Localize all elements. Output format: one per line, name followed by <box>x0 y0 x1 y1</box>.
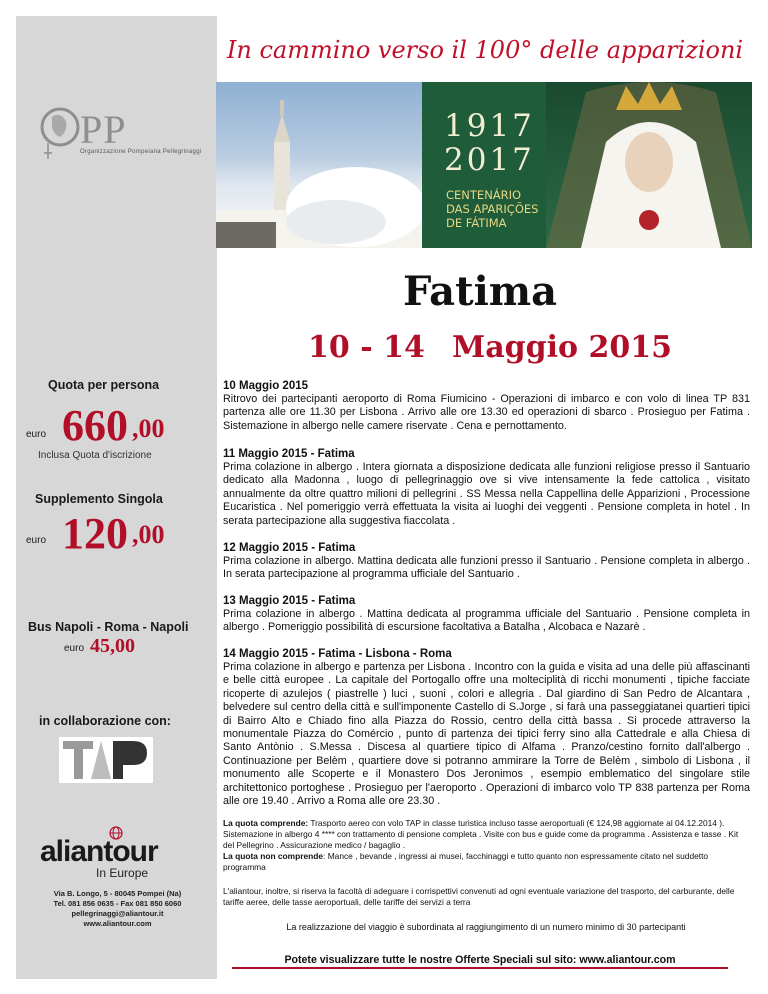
page-title: Fatima <box>402 268 558 315</box>
website-underline <box>232 967 728 969</box>
day-text: Ritrovo dei partecipanti aeroporto di Roma Fiumicino - Operazioni di imbarco e con volo di linea TP 831 partenza alle ore 11.30 per Lisbona . Arrivo alle ore 13.30 ed operazioni di sbarco . Prosieguo per Fatima . Sistemazione in albergo nelle camere riservate . Cena e pernottamento. <box>223 393 750 432</box>
day-title: 12 Maggio 2015 - Fatima <box>223 542 356 554</box>
includes-label: La quota comprende: <box>223 818 309 828</box>
centenary-line-1: CENTENÁRIO <box>446 188 522 202</box>
centenary-line-2: DAS APARIÇÕES <box>446 202 539 216</box>
day-text: Prima colazione in albergo. Mattina dedicata alle funzioni presso il Santuario . Pensione completa in albergo . In serata partecipazione al programma ufficiale del Santuario . <box>223 555 750 581</box>
day-text: Prima colazione in albergo . Mattina dedicata al programma ufficiale del Santuario . Pensione completa in albergo . Pomeriggio possibilità di escursione facoltativa a Batalha , Alcobaca e Nazarè . <box>223 608 750 634</box>
quota-price-cents: ,00 <box>132 414 165 443</box>
bus-label: Bus Napoli - Roma - Napoli <box>28 620 189 634</box>
madonna-photo <box>546 82 752 248</box>
logo-subtitle: Organizzazione Pompeiana Pellegrinaggi <box>80 149 202 155</box>
minimum-participants: La realizzazione del viaggio è subordinata al raggiungimento di un numero minimo di 30 partecipanti <box>286 922 686 932</box>
includes-text: Trasporto aereo con volo TAP in classe turistica incluso tasse aeroportuali (€ 124,98 aggiornate al 04.12.2014 ). Sistemazione in albergo 4 **** con trattamento di pensione completa . Visite con bus e guide come da programma . Assistenza e tasse . Kit del Pellegrino . Assicurazione medico / bagaglio . <box>223 818 739 850</box>
day-title: 11 Maggio 2015 - Fatima <box>223 448 355 460</box>
date-month-year: Maggio 2015 <box>452 330 672 365</box>
excludes-label: La quota non comprende <box>223 851 324 861</box>
aliantour-logo: aliantour <box>40 835 158 868</box>
single-price-cents: ,00 <box>132 520 165 549</box>
quota-label: Quota per persona <box>48 378 160 392</box>
agency-address <box>20 889 215 929</box>
collab-label: in collaborazione con: <box>39 714 171 728</box>
excludes-text: : Mance , bevande , ingressi ai musei, facchinaggi e tutto quanto non espressamente citato nel suddetto programma <box>223 851 709 872</box>
single-supplement-label: Supplemento Singola <box>35 492 163 506</box>
centenary-year-2017: 2017 <box>444 142 535 178</box>
quota-price-main: 660 <box>62 401 128 450</box>
quota-note: Inclusa Quota d'iscrizione <box>38 450 152 461</box>
tap-logo-icon <box>59 737 153 783</box>
reserve-text: L'aliantour, inoltre, si riserva la facoltà di adeguare i corrispettivi convenuti ad ogni eventuale variazione del trasporto, del carburante, delle tariffe aeree, delle tasse aeroportuali, delle tariffe dei servizi a terra <box>223 886 735 907</box>
centenary-year-1917: 1917 <box>444 108 535 144</box>
day-text: Prima colazione in albergo e partenza per Lisbona . Incontro con la guida e visita ad una delle più affascinanti e belle città europee . La capitale del Portogallo offre una molteciplità di ricchi monumenti , tipiche facciate ricoperte di azulejos ( piastrelle ) luci , suoni , colori e allegria . Dal giardino di San Pedro de Alcantara , belvedere sul centro della città e sull'imponente Castello di S.Jorge , si farà una passeggiatanei quartieri tipici di Bairro Alto e Chiado fino alla Piazza do Rossio, centro della città bassa . Si procede attraverso la monumentale Piazza do Comércio , punto di partenza dei tipici ferry sino alla Cattedrale e alla Chiesa di Santo Antònio . S.Messa . Discesa al quartiere tipico di Alfama . Pranzo/cestino fornito dall'albergo . Continuazione per Belèm , quartiere dove si potranno ammirare la Torre de Belèm , simbolo di Lisbona , il monumento alle Scoperte e il Monastero Dos Jeronimos , esempio emblematico del singolare stile architettonico portoghese . Prosieguo per l'aeroporto . Operazioni di imbarco volo TP 838 partenza per Roma alle ore 19.40 . Arrivo a Roma alle ore 23.30 . <box>223 661 750 808</box>
opp-logo-icon <box>38 105 80 163</box>
phone-line: Tel. 081 856 0635 - Fax 081 850 6060 <box>53 899 182 908</box>
website-callout[interactable]: Potete visualizzare tutte le nostre Offerte Speciali sul sito: www.aliantour.com <box>284 954 676 966</box>
sanctuary-photo <box>216 82 422 248</box>
quota-currency: euro <box>26 429 47 440</box>
date-days: 10 - 14 <box>308 330 425 365</box>
bus-currency: euro <box>64 643 85 654</box>
single-currency: euro <box>26 535 47 546</box>
bus-price: 45,00 <box>90 635 135 657</box>
headline: In cammino verso il 100° delle apparizioni <box>226 36 744 64</box>
day-title: 10 Maggio 2015 <box>223 380 309 392</box>
address-line: Via B. Longo, 5 - 80045 Pompei (Na) <box>53 889 182 898</box>
single-price-main: 120 <box>62 509 128 558</box>
logo-letters: PP <box>80 107 127 152</box>
website-line[interactable]: www.aliantour.com <box>83 919 152 928</box>
day-title: 13 Maggio 2015 - Fatima <box>223 595 356 607</box>
terms-block <box>223 818 750 873</box>
centenary-line-3: DE FÁTIMA <box>446 216 507 230</box>
day-title: 14 Maggio 2015 - Fatima - Lisbona - Roma <box>223 648 452 660</box>
day-text: Prima colazione in albergo . Intera giornata a disposizione dedicata alle funzioni religiose presso il Santuario dedicato alla Madonna , luogo di pellegrinaggio ove si vive intensamente la fede cattolica , visitato annualmente da oltre quattro milioni di pellegrini . SS Messa nella Cappellina delle Apparizioni , Processione Eucaristica . Nel pomeriggio verrà effettuata la visita ai luoghi dei veggenti . Pensione completa in hotel . In serata partecipazione alla suggestiva fiaccolata . <box>223 461 750 527</box>
aliantour-tagline: In Europe <box>96 866 149 880</box>
email-line[interactable]: pellegrinaggi@aliantour.it <box>71 909 164 918</box>
